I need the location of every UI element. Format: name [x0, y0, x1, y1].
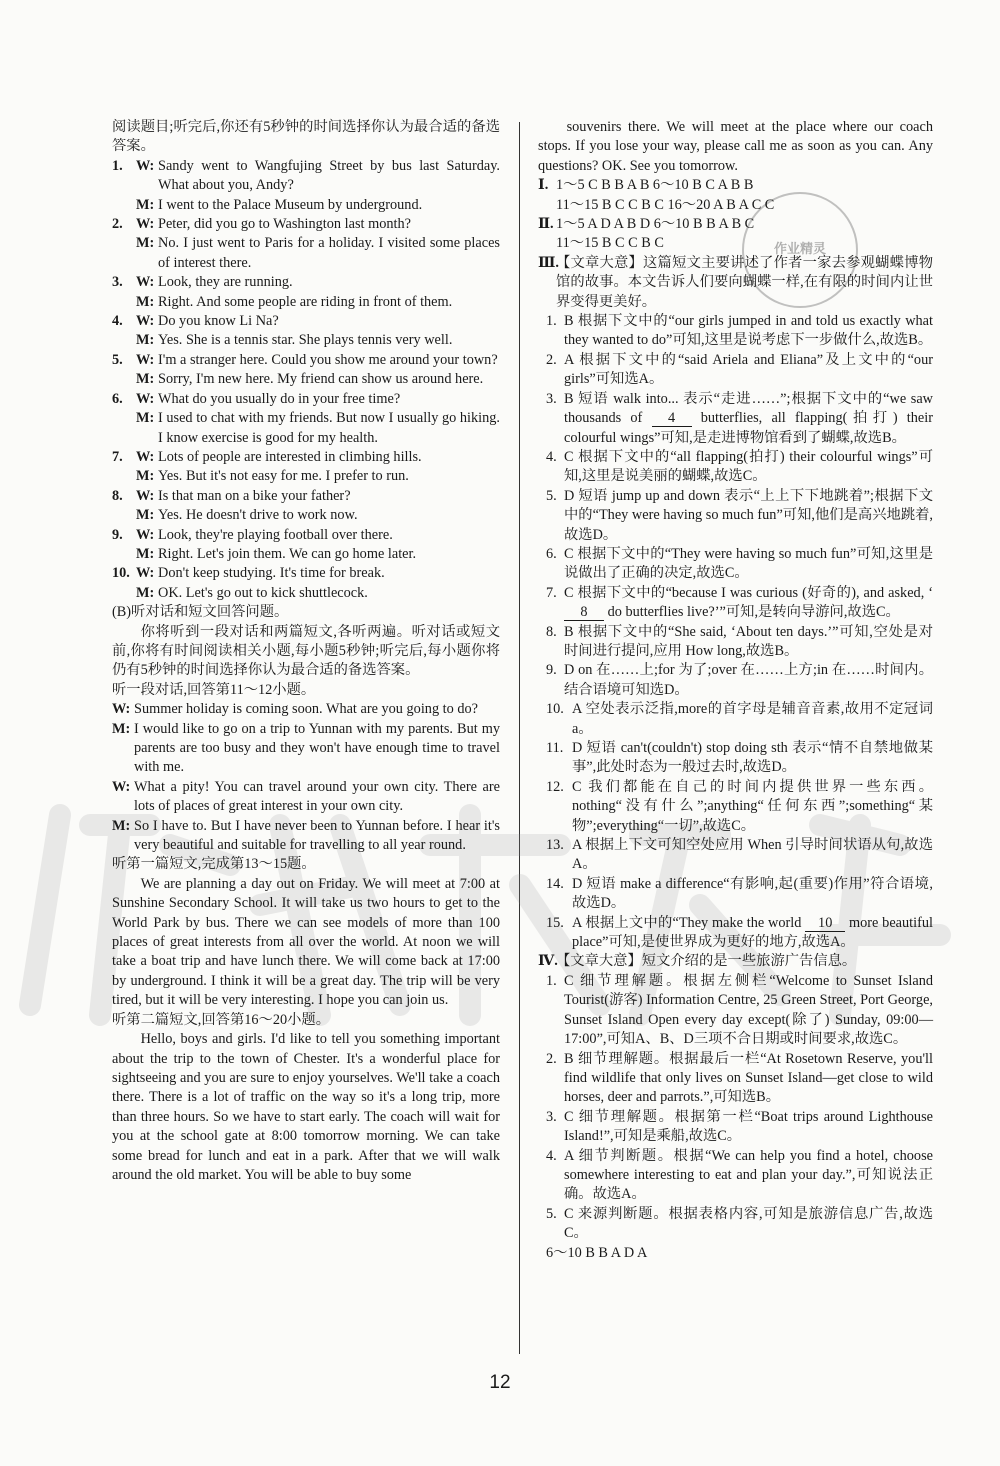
dialog-line [112, 370, 500, 389]
dialog-text: Do you know Li Na? [158, 313, 279, 330]
speaker: M: [136, 507, 155, 524]
passage2: Hello, boys and girls. I'd like to tell you something important about the trip to the town of Chester. It's a wonderful place for sightseeing and you are sure to enjoy yourselves. We'll take a coach there. There is a lot of traffic on the way so it's a long trip, more than three hours. So we have to start early. The coach will wait for you at the school gate at 8:00 tomorrow morning. We can take some bread for lunch and eat in a park. After that we will walk around the old market. You will be able to buy some [112, 1031, 500, 1183]
passage2-continuation: souvenirs there. We will meet at the place where our coach stops. If you lose your way, please call me as soon as you can. Any questions? OK. See you tomorrow. [538, 119, 933, 174]
dialog-line [112, 390, 500, 409]
dialog-line [112, 196, 500, 215]
dialog-line [112, 584, 500, 603]
item-number: 11. [546, 740, 564, 756]
stamp-label: 作业精灵 [773, 242, 826, 257]
item-number: 3. [546, 390, 557, 407]
item-text-part: B 根据下文中的“She said, ‘About ten days.’”可知,空处是对时间进行提问,应用 How long,故选B。 [564, 623, 933, 659]
dialog-text: Don't keep studying. It's time for break. [158, 565, 385, 582]
answer-item [538, 972, 933, 1050]
dialog-text: Yes. He doesn't drive to work now. [158, 507, 358, 524]
dialog-number [112, 506, 136, 525]
item-text-part: C 我们都能在自己的时间内提供世界一些东西。nothing“没有什么”;anything“任何东西”;something“某物”;everything“一切”,故选C。 [572, 778, 933, 834]
item-text-part: D on 在……上;for 为了;over 在……上方;in 在……时间内。结合语境可知选D。 [564, 662, 933, 698]
dialog-number: 4. [112, 313, 123, 330]
item-text-part: C 根据下文中的“They were having so much fun”可知,这里是说做出了正确的决定,故选C。 [564, 545, 933, 582]
item-number: 4. [546, 448, 557, 465]
dialog-number [112, 545, 136, 564]
dialog-line [112, 234, 500, 273]
item-text [564, 351, 933, 390]
dialog-line [112, 351, 500, 370]
dialog-line [112, 448, 500, 467]
section-IV-summary: 【文章大意】短文介绍的是一些旅游广告信息。 [556, 953, 857, 970]
speaker: M: [136, 545, 155, 562]
dialog-text: Look, they're playing football over there. [158, 526, 393, 543]
dialog-line [112, 564, 500, 583]
item-number: 12. [546, 778, 564, 795]
speaker: W: [136, 216, 155, 233]
dialog-line [112, 157, 500, 196]
left-column [112, 118, 500, 1185]
dialog-number: 5. [112, 351, 123, 368]
speaker: M: [136, 371, 155, 388]
dialog-number: 3. [112, 274, 123, 291]
long-dialog-line [112, 700, 500, 719]
dialog-number: 6. [112, 390, 123, 407]
dialog-number [112, 467, 136, 486]
item-number: 15. [546, 914, 564, 931]
item-number: 1. [546, 972, 557, 989]
dialog-line [112, 467, 500, 486]
item-text [564, 1108, 933, 1147]
item-number: 5. [546, 1205, 557, 1222]
long-dialog-line [112, 720, 500, 778]
speaker: W: [136, 274, 155, 291]
part-b-instructions: 你将听到一段对话和两篇短文,各听两遍。听对话或短文前,你将有时间阅读相关小题,每小题5秒钟;听完后,每小题你将仍有5秒钟的时间选择你认为最合适的备选答案。 [112, 623, 500, 679]
speaker: M: [136, 235, 155, 252]
answer-item [538, 487, 933, 545]
item-text-part: A 细节判断题。根据“We can help you find a hotel, choose somewhere interesting to eat and plan your day.”,可知说法正确。故选A。 [564, 1147, 933, 1203]
item-text [572, 739, 933, 778]
dialog-number [112, 370, 136, 389]
dialog-heading: 听一段对话,回答第11～12小题。 [112, 681, 316, 698]
item-text [564, 1147, 933, 1205]
answer-item [538, 739, 933, 778]
item-text [564, 623, 933, 662]
answers-I [538, 176, 933, 215]
answer-item [538, 875, 933, 914]
item-text [564, 487, 933, 545]
speaker: M: [136, 196, 155, 213]
answers-II-label: Ⅱ. [538, 216, 554, 233]
speaker: W: [112, 778, 131, 795]
blank-number: 8 [564, 605, 604, 621]
item-text [572, 836, 933, 875]
speaker: W: [136, 157, 155, 174]
item-text-part: C 根据下文中的“because I was curious (好奇的), and asked, ‘ [564, 584, 933, 601]
item-text [564, 972, 933, 1050]
item-number: 13. [546, 837, 564, 854]
answer-item [538, 312, 933, 351]
item-text [564, 661, 933, 700]
item-number: 3. [546, 1108, 557, 1125]
dialog-text: Yes. She is a tennis star. She plays tennis very well. [158, 332, 453, 349]
dialog-line [112, 215, 500, 234]
item-text-part: D 短语 make a difference“有影响,起(重要)作用”符合语境,故选D。 [572, 875, 933, 912]
dialog-number: 2. [112, 216, 123, 233]
item-number: 1. [546, 313, 557, 330]
answer-item [538, 1205, 933, 1244]
speaker: M: [112, 720, 131, 737]
speaker: M: [136, 468, 155, 485]
speaker: W: [136, 526, 155, 543]
right-column [538, 118, 933, 1263]
section-III-items [538, 312, 933, 952]
short-dialogs [112, 157, 500, 603]
answer-item [538, 584, 933, 623]
item-text [564, 545, 933, 584]
answer-item [538, 1108, 933, 1147]
dialog-text: I'm a stranger here. Could you show me around your town? [158, 351, 498, 368]
dialog-text: Peter, did you go to Washington last month? [158, 216, 411, 233]
answer-item [538, 448, 933, 487]
answer-item [538, 1050, 933, 1108]
dialog-text: I went to the Palace Museum by underground. [158, 196, 423, 213]
item-text-part: A 根据上文中的“They make the world [572, 914, 806, 931]
dialog-line [112, 487, 500, 506]
answers-II [538, 215, 933, 254]
item-text-part: C 细节理解题。根据第一栏“Boat trips around Lighthouse Island!”,可知是乘船,故选C。 [564, 1108, 933, 1145]
speaker: W: [112, 701, 131, 718]
section-IV [538, 952, 933, 971]
dialog-line [112, 506, 500, 525]
answer-item [538, 545, 933, 584]
dialog-number: 8. [112, 487, 123, 504]
item-text-part: D 短语 can't(couldn't) stop doing sth 表示“情不自禁地做某事”,此处时态为一般过去时,故选D。 [572, 740, 933, 776]
dialog-number [112, 584, 136, 603]
item-number: 8. [546, 623, 557, 640]
speaker: W: [136, 487, 155, 504]
item-number: 7. [546, 584, 557, 601]
item-text-part: A 根据下文中的“said Ariela and Eliana”及上文中的“our girls”可知选A。 [564, 351, 933, 388]
item-text-part: B 根据下文中的“our girls jumped in and told us exactly what they wanted to do”可知,这里是说考虑下一步做什么,故选B。 [564, 313, 933, 349]
item-number: 5. [546, 487, 557, 504]
item-text-part: A 根据上下文可知空处应用 When 引导时间状语从句,故选A。 [572, 837, 933, 873]
dialog-number: 9. [112, 526, 123, 543]
blank-number: 10 [805, 916, 845, 932]
item-number: 6. [546, 545, 557, 562]
item-text-part: A 空处表示泛指,more的首字母是辅音音素,故用不定冠词 a。 [572, 701, 933, 737]
answer-item [538, 1147, 933, 1205]
section-III-summary: 【文章大意】这篇短文主要讲述了作者一家去参观蝴蝶博物馆的故事。本文告诉人们要向蝴蝶一样,在有限的时间内让世界变得更美好。 [556, 254, 933, 310]
answer-item [538, 914, 933, 953]
section-IV-items [538, 972, 933, 1244]
dialog-line [112, 331, 500, 350]
speaker: M: [136, 293, 155, 310]
dialog-text: Look, they are running. [158, 274, 293, 291]
dialog-number: 1. [112, 157, 123, 174]
dialog-line [112, 545, 500, 564]
answer-item [538, 836, 933, 875]
dialog-text: Right. And some people are riding in front of them. [158, 293, 453, 310]
dialog-number [112, 293, 136, 312]
dialog-text: Sorry, I'm new here. My friend can show us around here. [158, 371, 484, 388]
passage1-heading: 听第一篇短文,完成第13～15题。 [112, 856, 316, 873]
item-text-part: D 短语 jump up and down 表示“上上下下地跳着”;根据下文中的“They were having so much fun”可知,他们是高兴地跳着,故选D。 [564, 487, 933, 543]
item-text [564, 1050, 933, 1108]
item-text-part: C 来源判断题。根据表格内容,可知是旅游信息广告,故选C。 [564, 1205, 933, 1242]
item-number: 10. [546, 701, 564, 718]
dialog-number [112, 196, 136, 215]
blank-number: 4 [652, 411, 692, 427]
item-number: 4. [546, 1147, 557, 1164]
long-dialog-line [112, 817, 500, 856]
speaker: M: [136, 332, 155, 349]
answers-I-label: Ⅰ. [538, 177, 549, 194]
answer-item [538, 351, 933, 390]
item-text [564, 584, 933, 623]
item-text-part: C 细节理解题。根据左侧栏“Welcome to Sunset Island Tourist(游客) Information Centre, 25 Green Street, Port George, Sunset Island Open every day except(除了) Sunday, 09:00—17:00”,可知A、B、D三项不合日期或时间要求,故选C。 [564, 972, 933, 1048]
item-number: 9. [546, 662, 557, 679]
item-text [572, 778, 933, 836]
answers-II-row1: 1～5 A D A B D 6～10 B B A B C [556, 216, 755, 233]
item-text-part: do butterflies live?’”可知,是转向导游问,故选C。 [604, 604, 900, 621]
dialog-text: Sandy went to Wangfujing Street by bus last Saturday. What about you, Andy? [158, 157, 500, 194]
item-text-part: C 根据下文中的“all flapping(拍打) their colourful wings”可知,这里是说美丽的蝴蝶,故选C。 [564, 448, 933, 485]
answer-item [538, 661, 933, 700]
dialog-line [112, 312, 500, 331]
speaker: W: [136, 313, 155, 330]
answers-I-row1: 1～5 C B B A B 6～10 B C A B B [556, 177, 754, 194]
answer-item [538, 623, 933, 662]
dialog-text: Summer holiday is coming soon. What are you going to do? [134, 701, 479, 718]
speaker: M: [112, 817, 131, 834]
dialog-number [112, 409, 136, 448]
dialog-number [112, 331, 136, 350]
part-b-title: (B)听对话和短文回答问题。 [112, 604, 289, 621]
long-dialog [112, 700, 500, 855]
item-text [564, 312, 933, 351]
page-number: 12 [489, 1372, 511, 1393]
item-text [572, 914, 933, 953]
answer-item [538, 390, 933, 448]
item-number: 2. [546, 351, 557, 368]
answer-item [538, 700, 933, 739]
intro-text: 阅读题目;听完后,你还有5秒钟的时间选择你认为最合适的备选答案。 [112, 119, 500, 155]
dialog-number: 7. [112, 448, 123, 465]
speaker: M: [136, 410, 155, 427]
dialog-line [112, 526, 500, 545]
dialog-text: What a pity! You can travel around your own city. There are lots of places of great interest in your own city. [134, 778, 500, 815]
dialog-line [112, 409, 500, 448]
answer-item [538, 778, 933, 836]
speaker: W: [136, 448, 155, 465]
item-text-part: butterflies, all flapping(拍打) their colourful wings”可知,是走进博物馆看到了蝴蝶,故选B。 [564, 410, 933, 446]
section-IV-tail: 6～10 B B A D A [546, 1244, 648, 1261]
column-divider [519, 122, 520, 1354]
dialog-text: What do you usually do in your free time? [158, 390, 401, 407]
answers-I-row2: 11～15 B C C B C 16～20 A B A C C [556, 196, 775, 213]
speaker: W: [136, 390, 155, 407]
dialog-number: 10. [112, 565, 130, 582]
answers-II-row2: 11～15 B C C B C [556, 235, 664, 252]
item-text [564, 448, 933, 487]
item-text [564, 390, 933, 448]
speaker: W: [136, 351, 155, 368]
section-III [538, 254, 933, 312]
dialog-text: So I have to. But I have never been to Yunnan before. I hear it's very beautiful and suitable for travelling to all year round. [134, 817, 500, 854]
item-text-part: B 短语 walk into... 表示“走进……”;根据下文中的“we saw thousands of [564, 390, 933, 427]
section-IV-label: Ⅳ. [538, 953, 558, 970]
speaker: W: [136, 565, 155, 582]
item-text [572, 875, 933, 914]
item-number: 2. [546, 1050, 557, 1067]
dialog-line [112, 293, 500, 312]
speaker: M: [136, 584, 155, 601]
dialog-text: Right. Let's join them. We can go home later. [158, 545, 417, 562]
dialog-text: Yes. But it's not easy for me. I prefer to run. [158, 468, 409, 485]
dialog-text: I used to chat with my friends. But now I usually go hiking. I know exercise is good for my health. [158, 410, 500, 446]
item-text [572, 700, 933, 739]
passage1: We are planning a day out on Friday. We will meet at 7:00 at Sunshine Secondary School. It will take us two hours to get to the World Park by bus. There we can see models of more than 100 places of great interests from all over the world. At noon we will take a boat trip and have lunch there. We will come back at 17:00 by underground. I think it will be a great day. The trip will be very tired, but it will be very interesting. I hope you can join us. [112, 875, 500, 1009]
dialog-text: No. I just went to Paris for a holiday. I visited some places of interest there. [158, 235, 500, 271]
item-text-part: more beautiful place”可知,是使世界成为更好的地方,故选A。 [572, 914, 933, 951]
passage2-heading: 听第二篇短文,回答第16～20小题。 [112, 1011, 331, 1028]
long-dialog-line [112, 778, 500, 817]
item-text-part: B 细节理解题。根据最后一栏“At Rosetown Reserve, you'll find wildlife that only lives on Sunset Island—get close to wild horses, deer and parrots.”,可知选B。 [564, 1050, 933, 1106]
dialog-text: Lots of people are interested in climbing hills. [158, 448, 422, 465]
section-III-label: Ⅲ. [538, 254, 559, 271]
dialog-number [112, 234, 136, 273]
dialog-text: OK. Let's go out to kick shuttlecock. [158, 584, 368, 601]
item-text [564, 1205, 933, 1244]
dialog-text: Is that man on a bike your father? [158, 487, 351, 504]
item-number: 14. [546, 875, 564, 892]
dialog-line [112, 273, 500, 292]
dialog-text: I would like to go on a trip to Yunnan with my parents. But my parents are too busy and they won't have enough time to travel with me. [134, 720, 500, 776]
